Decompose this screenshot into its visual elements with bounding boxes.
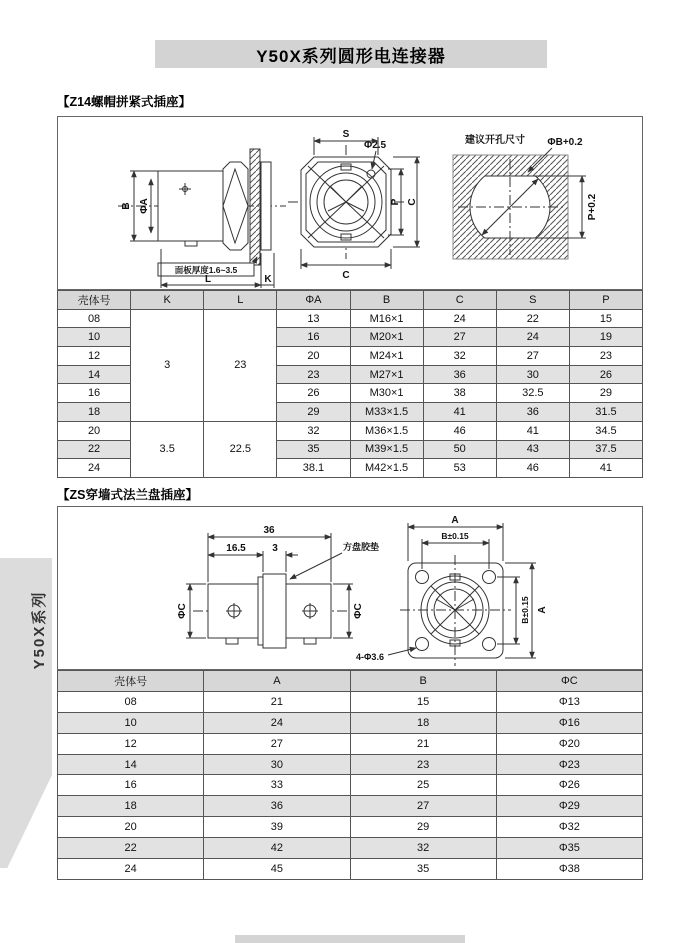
panel-thickness-note: 面板厚度1.6~3.5 [174,265,238,275]
col-header: ΦA [277,291,350,310]
cell: 24 [496,328,569,347]
cell: 31.5 [569,403,642,422]
col-header: A [204,671,350,692]
cutout-phi-b-label: ΦB+0.2 [547,137,583,148]
cell: Φ35 [496,838,642,859]
cell: 24 [58,859,204,880]
table-row [58,838,643,859]
zs-drawing-panel [57,506,643,670]
cell: 50 [423,440,496,459]
dim-label-a-right: A [537,606,548,614]
cell: 41 [569,459,642,478]
cell: 26 [569,365,642,384]
cell: 20 [58,817,204,838]
cell: M24×1 [350,347,423,366]
cell: 22 [58,838,204,859]
cell: 41 [423,403,496,422]
cell: 36 [423,365,496,384]
cell: 15 [569,309,642,328]
cell: 23 [277,365,350,384]
cell: 36 [496,403,569,422]
col-header: B [350,291,423,310]
col-header: K [131,291,204,310]
cell: 16 [58,775,204,796]
cell: 38 [423,384,496,403]
cell: 21 [350,733,496,754]
cell: 27 [423,328,496,347]
cell: 45 [204,859,350,880]
cell: 30 [496,365,569,384]
zs-side-view [177,525,379,648]
cell: 53 [423,459,496,478]
cell: 20 [277,347,350,366]
table-header-row [58,671,643,692]
z14-drawing-panel [57,116,643,290]
cell: 23 [350,754,496,775]
dim-label-phi-c-right: ΦC [353,603,364,619]
footer-bar [235,935,465,943]
cell: 29 [569,384,642,403]
cell: 26 [277,384,350,403]
col-header: B [350,671,496,692]
cell: 32 [350,838,496,859]
series-index-tab-label: Y50X系列 [31,590,48,670]
cell: Φ32 [496,817,642,838]
cell: 39 [204,817,350,838]
cell-k-group2: 3.5 [131,421,204,477]
dim-label-p: P [390,198,401,206]
cell: 24 [204,712,350,733]
cell: 32 [277,421,350,440]
cell: M20×1 [350,328,423,347]
page-title [155,40,547,68]
cell: 16 [277,328,350,347]
cell: 35 [350,859,496,880]
dim-label-phi-c-left: ΦC [177,603,188,619]
col-header: P [569,291,642,310]
dim-label-b-right: B±0.15 [520,596,530,624]
cell: 18 [350,712,496,733]
z14-side-view [118,149,286,288]
col-header: 壳体号 [58,671,204,692]
dim-label-36: 36 [263,525,275,536]
cell: Φ20 [496,733,642,754]
cell: Φ23 [496,754,642,775]
table-header-row [58,291,643,310]
dim-label-b-top: B±0.15 [441,531,469,541]
cell: 38.1 [277,459,350,478]
dim-label-3: 3 [272,543,278,554]
cell: M16×1 [350,309,423,328]
table-row [58,817,643,838]
dim-label-k: K [264,274,272,285]
z14-technical-drawing [58,117,642,289]
cell: 24 [423,309,496,328]
cell: 10 [58,328,131,347]
cell: 18 [58,796,204,817]
holes-callout: 4-Φ3.6 [356,652,384,662]
dim-label-16-5: 16.5 [226,543,246,554]
cell: 36 [204,796,350,817]
cell: 13 [277,309,350,328]
cell: 41 [496,421,569,440]
table-row [58,421,643,440]
cell: 12 [58,347,131,366]
cell: Φ16 [496,712,642,733]
table-row [58,775,643,796]
z14-dimension-table [57,290,643,478]
cell: 23 [569,347,642,366]
table-row [58,712,643,733]
cell: M39×1.5 [350,440,423,459]
cell-k-group1: 3 [131,309,204,421]
table-row [58,754,643,775]
zs-dimension-table [57,670,643,880]
cell: 29 [277,403,350,422]
dim-label-s: S [342,129,350,140]
cell: M33×1.5 [350,403,423,422]
col-header: 壳体号 [58,291,131,310]
gasket-label: 方盘胶垫 [343,542,380,552]
zs-front-view [356,515,548,666]
cell: 22 [496,309,569,328]
cell: 19 [569,328,642,347]
cell-l-group1: 23 [204,309,277,421]
cell: Φ13 [496,691,642,712]
dim-label-c-bottom: C [342,270,350,281]
cell: 29 [350,817,496,838]
dim-label-l: L [204,274,212,285]
cell: 46 [496,459,569,478]
section1-heading: 【Z14螺帽拼紧式插座】 [57,95,192,109]
col-header: S [496,291,569,310]
cell: 35 [277,440,350,459]
col-header: ΦC [496,671,642,692]
table-row [58,859,643,880]
cell: Φ38 [496,859,642,880]
cell: 32.5 [496,384,569,403]
cell: 33 [204,775,350,796]
cell: 27 [350,796,496,817]
cell: M30×1 [350,384,423,403]
col-header: L [204,291,277,310]
cell: 34.5 [569,421,642,440]
cell: 46 [423,421,496,440]
table-row [58,309,643,328]
page-title-text: Y50X系列圆形电连接器 [256,46,446,66]
cell: 24 [58,459,131,478]
cell: 12 [58,733,204,754]
cutout-p-label: P+0.2 [587,193,598,221]
cell: 10 [58,712,204,733]
cell: 08 [58,691,204,712]
z14-front-view [288,129,420,281]
zs-technical-drawing [58,507,642,669]
col-header: C [423,291,496,310]
cell: 27 [496,347,569,366]
section2-heading: 【ZS穿墙式法兰盘插座】 [57,488,198,502]
cell: 16 [58,384,131,403]
cell: M36×1.5 [350,421,423,440]
cell: 37.5 [569,440,642,459]
cell: 08 [58,309,131,328]
cell: M27×1 [350,365,423,384]
table-row [58,691,643,712]
cell: Φ26 [496,775,642,796]
cell: 14 [58,754,204,775]
cell: 20 [58,421,131,440]
dim-label-b: B [121,202,132,210]
cell: Φ29 [496,796,642,817]
cell: M42×1.5 [350,459,423,478]
cell-l-group2: 22.5 [204,421,277,477]
cell: 14 [58,365,131,384]
cell: 42 [204,838,350,859]
dim-label-phi-a: ΦA [139,198,150,214]
cell: 43 [496,440,569,459]
z14-cutout-view [453,133,598,259]
cell: 30 [204,754,350,775]
cell: 21 [204,691,350,712]
callout-phi-2-5: Φ2.5 [364,140,387,151]
table-row [58,733,643,754]
cell: 18 [58,403,131,422]
cell: 32 [423,347,496,366]
cutout-title: 建议开孔尺寸 [465,135,525,146]
dim-label-c-right: C [407,198,418,206]
cell: 15 [350,691,496,712]
cell: 22 [58,440,131,459]
cell: 25 [350,775,496,796]
table-row [58,796,643,817]
dim-label-a-top: A [451,515,459,526]
cell: 27 [204,733,350,754]
